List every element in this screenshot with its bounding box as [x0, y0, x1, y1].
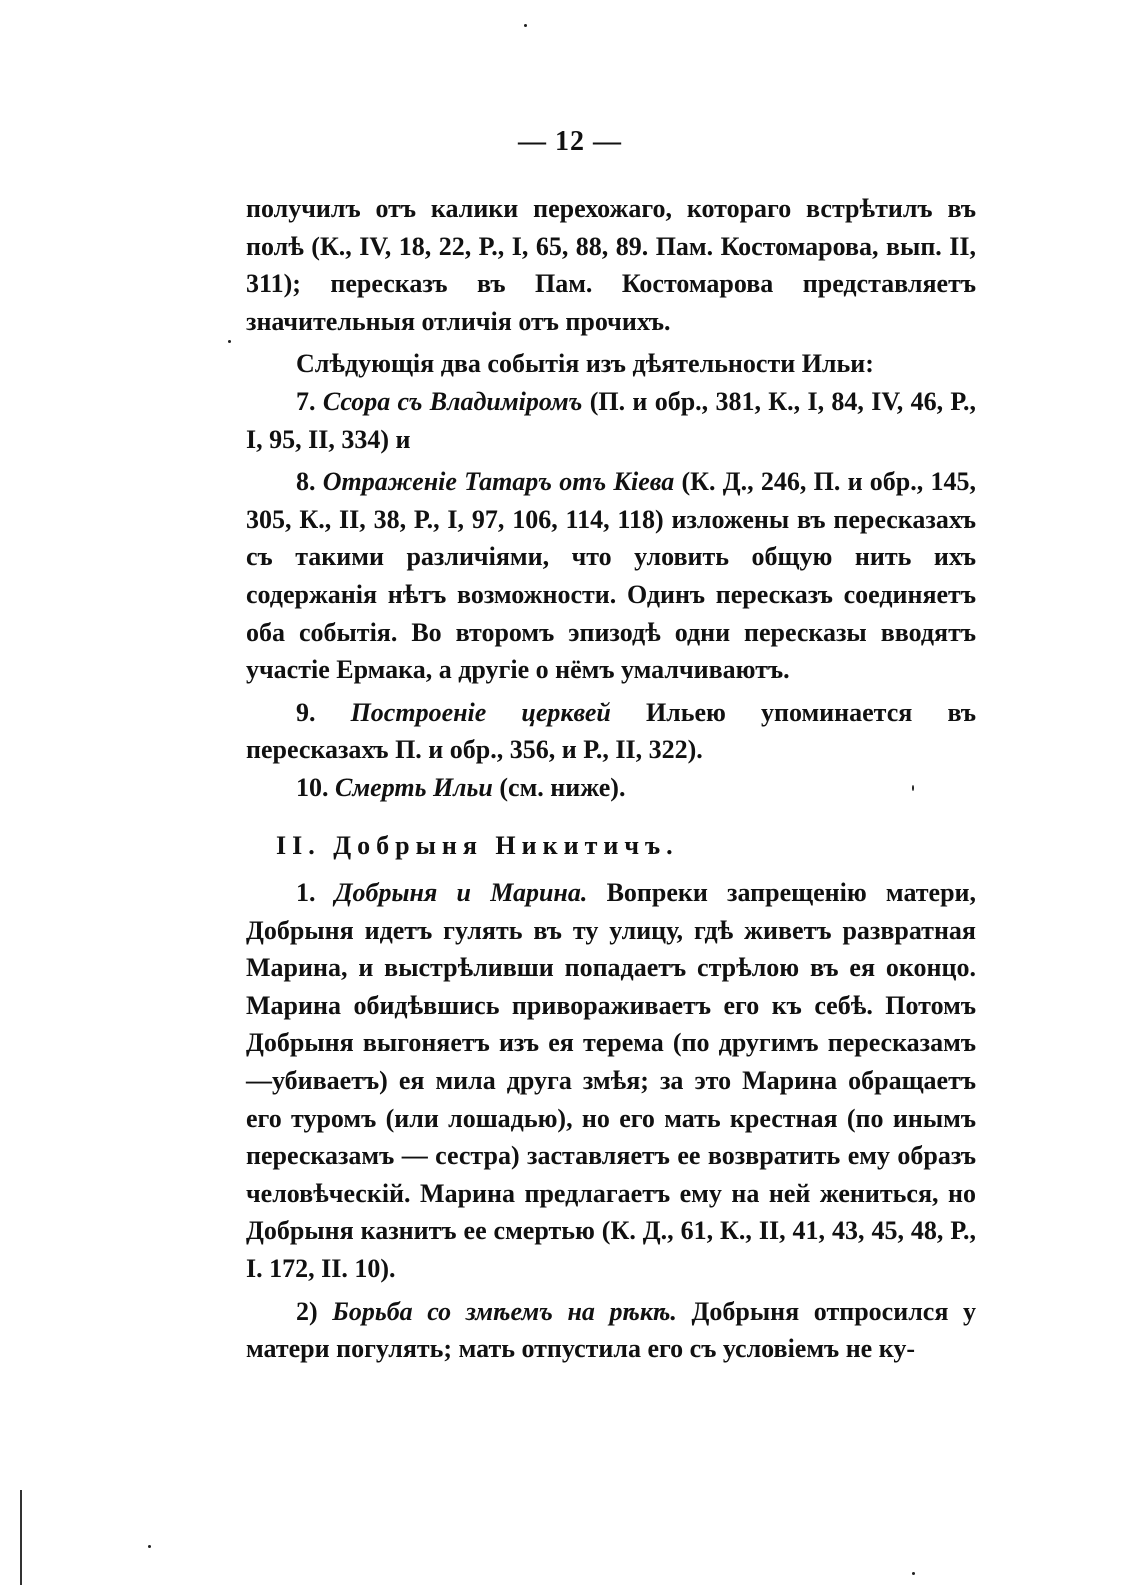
paragraph-item-8 [246, 463, 976, 689]
item-title: Смерть Ильи [335, 772, 493, 802]
item-title: Построеніе церквей [350, 697, 611, 727]
item-text: Ильею упоминается въ пересказахъ П. и обр., 356, и Р., II, 322). [246, 697, 976, 765]
paragraph-continued: получилъ отъ калики перехожаго, котораго встрѣтилъ въ полѣ (К., IV, 18, 22, Р., I, 65, 88, 89. Пам. Костомарова, вып. II, 311); пересказъ въ Пам. Костомарова представляетъ значительныя отличія отъ прочихъ. [246, 194, 976, 336]
item-number: 8. [296, 467, 316, 497]
item-title: Ссора съ Владиміромъ [322, 386, 583, 416]
paragraph-intro: Слѣдующія два событія изъ дѣятельности Ильи: [296, 349, 874, 379]
scan-speck [228, 340, 231, 343]
item-text: (см. ниже). [499, 772, 626, 802]
scan-edge-line [20, 1490, 22, 1585]
paragraph-item-9 [246, 694, 976, 769]
paragraph-section-item-2 [246, 1293, 976, 1368]
paragraph-item-10 [246, 769, 976, 807]
item-number: 9. [296, 697, 316, 727]
paragraph-item-7 [246, 383, 976, 458]
scan-speck [524, 24, 527, 27]
item-number: 10. [296, 772, 329, 802]
item-number: 1. [296, 878, 316, 908]
item-text: Вопреки запрещенію матери, Добрыня идетъ гулять въ ту улицу, гдѣ живетъ развратная Марина, и выстрѣливши попадаетъ стрѣлою въ ея оконцо. Марина обидѣвшись привораживаетъ его къ себѣ. Потомъ Добрыня выгоняетъ изъ ея терема (по другимъ пересказамъ—убиваетъ) ея мила друга змѣя; за это Марина обращаетъ его туромъ (или лошадью), но его мать крестная (по инымъ пересказамъ — сестра) заставляетъ ее возвратить ему образъ человѣческій. Марина предлагаетъ ему на ней жениться, но Добрыня казнитъ ее смертью (К. Д., 61, К., II, 41, 43, 45, 48, Р., I. 172, II. 10). [246, 878, 977, 1284]
item-text: (К. Д., 246, П. и обр., 145, 305, К., II, 38, Р., I, 97, 106, 114, 118) изложены въ пересказахъ съ такими различіями, что уловить общую нить ихъ содержанія нѣтъ возможности. Одинъ пересказъ соединяетъ оба событія. Во второмъ эпизодѣ одни пересказы вводятъ участіе Ермака, а другіе о нёмъ умалчиваютъ. [246, 467, 977, 685]
scan-speck [912, 1572, 915, 1575]
item-number: 7. [296, 386, 316, 416]
item-number: 2) [296, 1296, 318, 1326]
scan-speck [912, 785, 914, 791]
paragraph-section-item-1 [246, 874, 976, 1288]
page-body [246, 190, 976, 1368]
item-title: Добрыня и Марина. [334, 878, 588, 908]
item-title: Борьба со змѣемъ на рѣкѣ. [332, 1296, 677, 1326]
page-number: — 12 — [518, 126, 622, 157]
section-heading: II. Добрыня Никитичъ. [276, 830, 679, 860]
item-text: (П. и обр., 381, К., I, 84, IV, 46, Р., I, 95, II, 334) и [246, 386, 977, 454]
item-text: Добрыня отпросился у матери погулять; мать отпустила его съ условіемъ не ку- [246, 1296, 977, 1364]
item-title: Отраженіе Татаръ отъ Кіева [322, 467, 675, 497]
scan-speck [148, 1545, 151, 1548]
